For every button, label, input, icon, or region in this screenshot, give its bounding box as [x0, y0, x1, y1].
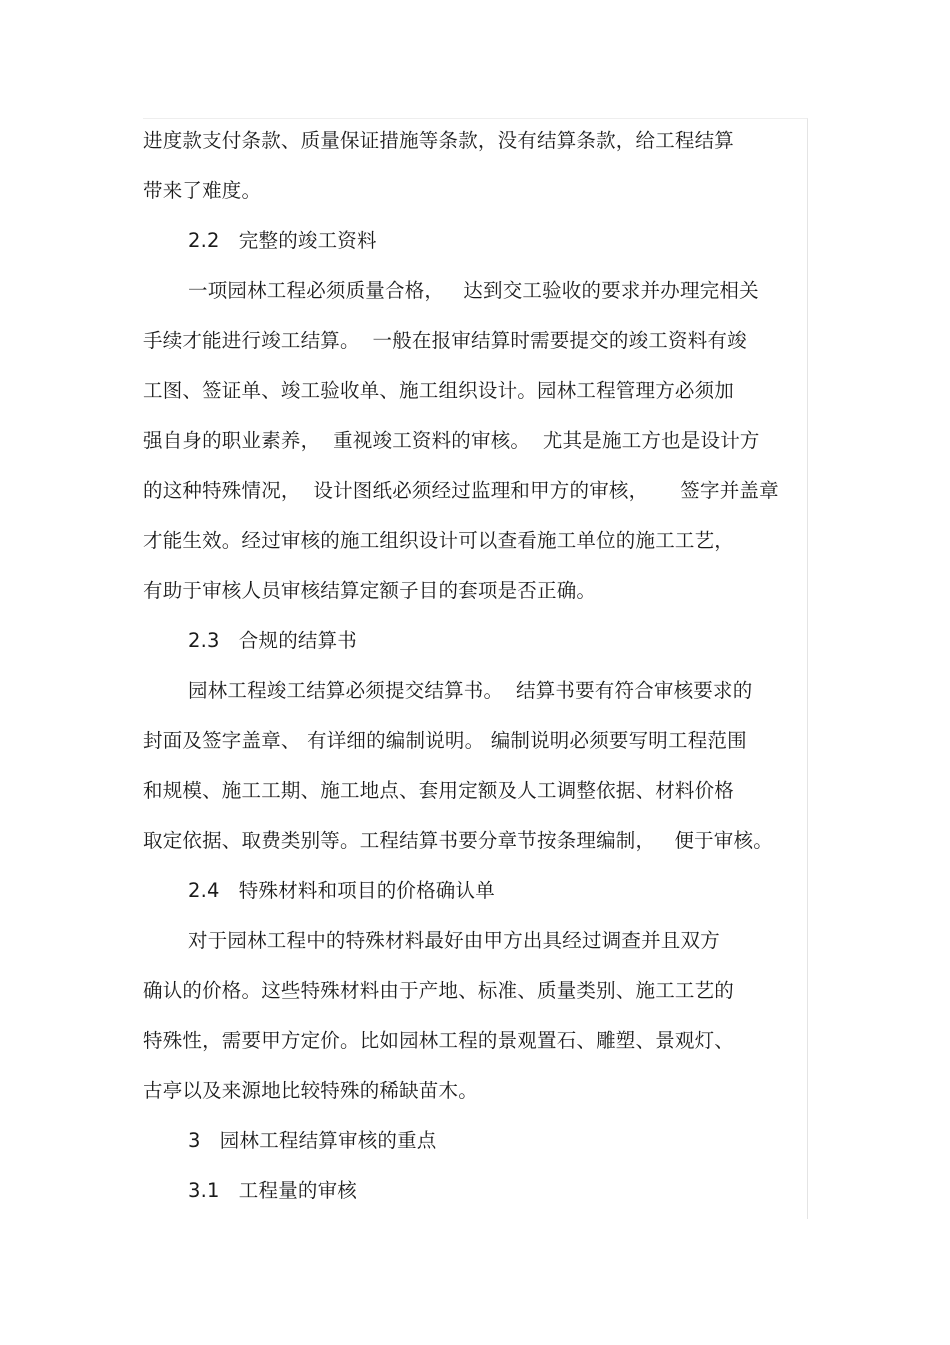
paragraph-line: 一项园林工程必须质量合格， 达到交工验收的要求并办理完相关 — [188, 279, 759, 302]
paragraph-line: 手续才能进行竣工结算。 一般在报审结算时需要提交的竣工资料有竣 — [143, 329, 747, 352]
paragraph-line: 和规模、施工工期、施工地点、套用定额及人工调整依据、材料价格 — [143, 779, 735, 802]
paragraph-line: 取定依据、取费类别等。工程结算书要分章节按条理编制， 便于审核。 — [143, 829, 773, 852]
paragraph-line: 特殊性，需要甲方定价。比如园林工程的景观置石、雕塑、景观灯、 — [143, 1029, 735, 1052]
paragraph-line: 确认的价格。这些特殊材料由于产地、标准、质量类别、施工工艺的 — [143, 979, 735, 1002]
paragraph-line: 才能生效。经过审核的施工组织设计可以查看施工单位的施工工艺， — [143, 529, 735, 552]
section-heading-2-2: 2.2 完整的竣工资料 — [188, 229, 377, 252]
paragraph-line: 带来了难度。 — [143, 179, 262, 202]
paragraph-line: 进度款支付条款、质量保证措施等条款，没有结算条款，给工程结算 — [143, 129, 735, 152]
paragraph-line: 有助于审核人员审核结算定额子目的套项是否正确。 — [143, 579, 597, 602]
paragraph-line: 强自身的职业素养， 重视竣工资料的审核。 尤其是施工方也是设计方 — [143, 429, 760, 452]
paragraph-line: 的这种特殊情况， 设计图纸必须经过监理和甲方的审核， 签字并盖章 — [143, 479, 779, 502]
paragraph-line: 对于园林工程中的特殊材料最好由甲方出具经过调查并且双方 — [188, 929, 720, 952]
paragraph-line: 古亭以及来源地比较特殊的稀缺苗木。 — [143, 1079, 478, 1102]
paragraph-line: 封面及签字盖章、 有详细的编制说明。 编制说明必须要写明工程范围 — [143, 729, 747, 752]
paragraph-line: 工图、签证单、竣工验收单、施工组织设计。园林工程管理方必须加 — [143, 379, 735, 402]
section-heading-2-4: 2.4 特殊材料和项目的价格确认单 — [188, 879, 495, 902]
paragraph-line: 园林工程竣工结算必须提交结算书。 结算书要有符合审核要求的 — [188, 679, 753, 702]
section-heading-3: 3 园林工程结算审核的重点 — [188, 1129, 437, 1152]
section-heading-3-1: 3.1 工程量的审核 — [188, 1179, 358, 1202]
section-heading-2-3: 2.3 合规的结算书 — [188, 629, 358, 652]
